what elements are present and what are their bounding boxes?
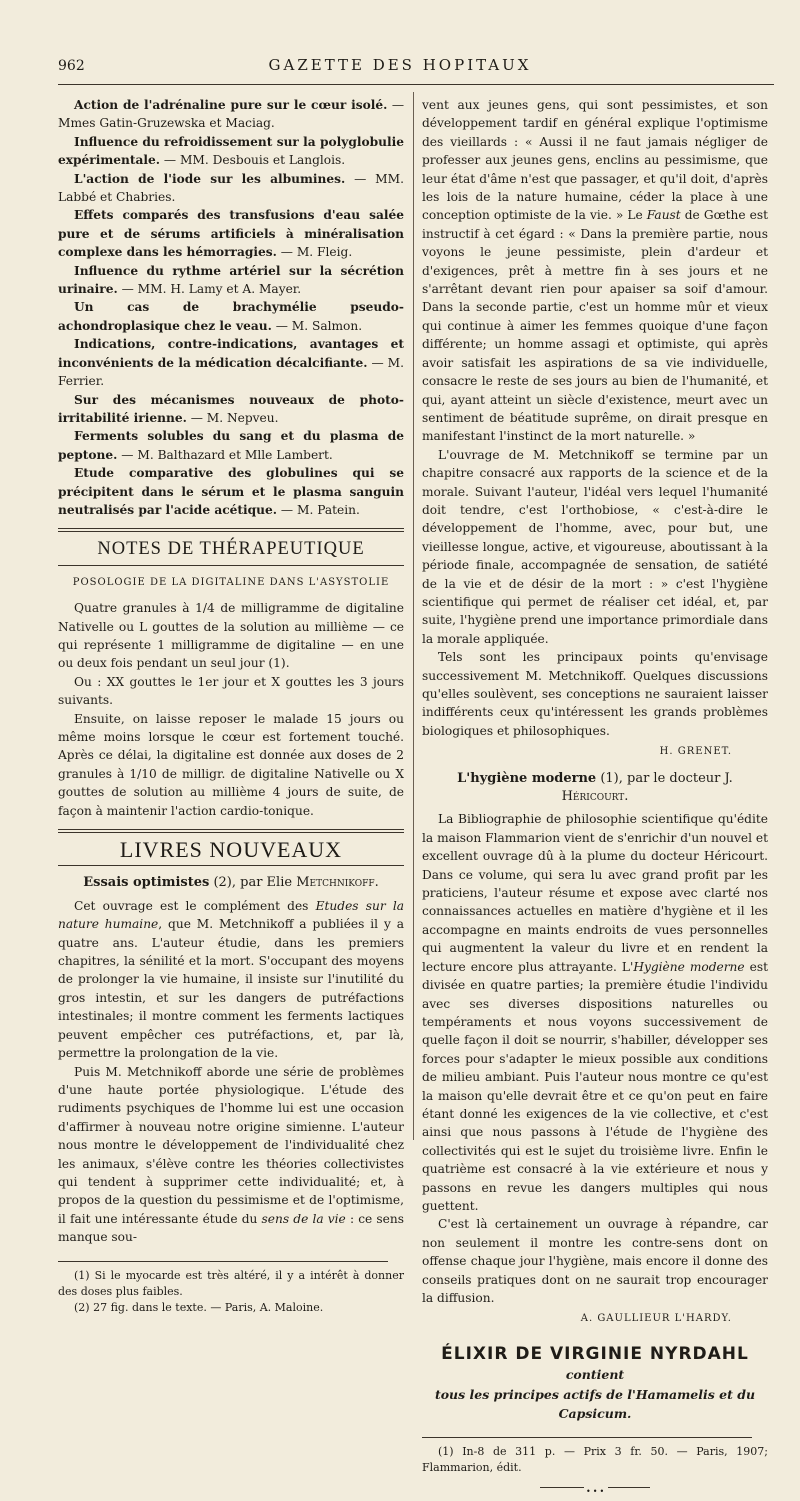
abstract-title: Action de l'adrénaline pure sur le cœur isolé. xyxy=(74,98,388,112)
review-signature: H. GRENET. xyxy=(659,746,732,758)
book-ref: (1), par le docteur J. xyxy=(596,770,733,786)
notes-section-title: NOTES DE THÉRAPEUTIQUE xyxy=(97,539,365,560)
footnote: (2) 27 fig. dans le texte. — Paris, A. Maloine. xyxy=(74,1300,324,1314)
footnote-rule xyxy=(58,1261,388,1262)
footnote: (1) Si le myocarde est très altéré, il y a intérêt à donner des doses plus faibles. xyxy=(58,1268,404,1298)
book-ref: (2), par Elie xyxy=(209,875,297,891)
text-run: vent aux jeunes gens, qui sont pessimistes, et son développement tardif en général explique l'optimisme des vieillards : « Aussi il ne faut jamais négliger de professer aux jeunes gens, enclins au pessimisme, que leur état d'âme n'est que passager, et qu'il doit, d'après les lois de la nature humaine, céder la place à une conception optimiste de la vie. » Le xyxy=(422,98,768,223)
abstract-item xyxy=(58,262,404,299)
abstract-title: Indications, contre-indications, avantages et inconvénients de la médication décalcifiante. xyxy=(58,337,404,370)
italic-title: Hygiène moderne xyxy=(633,959,745,974)
abstract-item xyxy=(58,464,404,519)
books-section-title: LIVRES NOUVEAUX xyxy=(119,837,343,863)
review-paragraph xyxy=(422,810,768,1215)
journal-title: GAZETTE DES HOPITAUX xyxy=(268,56,532,74)
abstract-authors: — M. Patein. xyxy=(280,502,360,517)
abstract-authors: — M. Ferrier. xyxy=(58,355,405,389)
review-paragraph: C'est là certainement un ouvrage à répandre, car non seulement il montre les contre-sens dont on offense chaque jour l'hygiène, mais encore il donne des conseils pratiques dont on ne saurait trop encourager la diffusion. xyxy=(422,1217,768,1305)
ornament-dots: ••• xyxy=(584,1483,608,1501)
book-heading xyxy=(58,874,404,892)
abstract-authors: — Mmes Gatin-Gruzewska et Maciag. xyxy=(58,98,404,131)
left-column xyxy=(58,96,404,1316)
text-run: de Gœthe est instructif à cet égard : « Dans la première partie, nous voyons le jeune pessimiste, plein d'ardeur et d'exigences, prêt à mettre fin à ses jours et ne s'arrêtant devant rien pour apaiser sa soif d'amour. Dans la seconde partie, c'est un homme mûr et vieux qui continue à aimer les femmes quoique d'une façon différente; un homme assagi et optimiste, qui après avoir satisfait les aspirations de sa vie individuelle, consacre le reste de ses jours au bien de l'humanité, et qui, ayant atteint un siècle d'existence, meurt avec un sentiment de béatitude suprême, on dirait presque en manifestant l'instinct de la mort naturelle. » xyxy=(422,208,768,444)
column-divider xyxy=(413,92,414,1140)
abstract-item xyxy=(58,96,404,133)
notes-paragraph: Ou : XX gouttes le 1er jour et X gouttes les 3 jours suivants. xyxy=(58,674,404,708)
ornament-divider xyxy=(540,1486,650,1496)
abstract-title: L'action de l'iode sur les albumines. xyxy=(74,171,346,186)
section-rule xyxy=(58,865,404,866)
abstract-item xyxy=(58,298,404,335)
text-run: est divisée en quatre parties; la première étudie l'individu avec ses diverses dispositions naturelles ou tempéraments et nous voyons successivement de quelle façon il doit se nourrir, s'habiller, développer ses forces pour s'adapter le mieux possible aux conditions de milieu ambiant. Puis l'auteur nous montre ce qu'est la maison qu'elle devrait être et ce qu'on peut en faire étant donné les exigences de la vie collective, et c'est ainsi que nous passons à l'étude de l'hygiène des collectivités qui est le sujet du troisième livre. Enfin le quatrième est consacré à la vie extérieure et nous y passons en revue les dangers multiples qui nous guettent. xyxy=(422,959,768,1213)
text-run: La Bibliographie de philosophie scientifique qu'édite la maison Flammarion vient de s'enrichir d'un nouvel et excellent ouvrage dû à la plume du docteur Héricourt. Dans ce volume, qui sera lu avec grand profit par les praticiens, l'auteur résume et expose avec clarté nos connaissances actuelles en matière d'hygiène et il les accompagne en maints endroits de vues personnelles qui augmentent la valeur du livre et en rendent la lecture encore plus attrayante. L' xyxy=(422,812,768,974)
notes-paragraph: Quatre granules à 1/4 de milligramme de digitaline Nativelle ou L gouttes de la solution au millième — ce qui représente 1 milligramme de digitaline — en une ou deux fois pendant un seul jour (1). xyxy=(58,601,404,671)
ad-product-name: ÉLIXIR DE VIRGINIE NYRDAHL xyxy=(441,1343,749,1364)
ad-contient: contient xyxy=(565,1366,625,1382)
ad-description: tous les principes actifs de l'Hamamelis et du Capsicum. xyxy=(434,1386,756,1421)
notes-paragraph: Ensuite, on laisse reposer le malade 15 jours ou même moins lorsque le cœur est fortement touché. Après ce délai, la digitaline est donnée aux doses de 2 granules à 1/10 de milligr. de digitaline Nativelle ou X gouttes de solution au millième 4 jours de suite, de façon à maintenir l'action cardio-tonique. xyxy=(58,711,404,818)
abstract-authors: — M. Fleig. xyxy=(280,245,353,260)
italic-title: Etudes sur la nature humaine xyxy=(58,898,404,932)
italic-title: Faust xyxy=(646,208,681,223)
text-run: Puis M. Metchnikoff aborde une série de problèmes d'une haute portée physiologique. L'étude des rudiments psychiques de l'homme lui est une occasion d'affirmer à nouveau notre origine simienne. L'auteur nous montre le développement de l'individualité chez les animaux, s'élève contre les théories collectivistes qui tendent à supprimer cette individualité; et, à propos de la question du pessimisme et de l'optimisme, il fait une intéressante étude du xyxy=(58,1064,404,1226)
abstract-item xyxy=(58,170,404,207)
abstract-item xyxy=(58,133,404,170)
footnote: (1) In-8 de 311 p. — Prix 3 fr. 50. — Paris, 1907; Flammarion, édit. xyxy=(422,1444,768,1474)
review-paragraph xyxy=(58,1063,404,1247)
text-run: Cet ouvrage est le complément des xyxy=(74,898,316,913)
abstract-title: Influence du rythme artériel sur la sécrétion urinaire. xyxy=(58,263,404,297)
abstract-title: Effets comparés des transfusions d'eau salée pure et de sérums artificiels à minéralisation complexe dans les hémorragies. xyxy=(58,208,404,260)
book-title: L'hygiène moderne xyxy=(457,770,597,786)
advertisement xyxy=(422,1345,768,1423)
section-rule xyxy=(58,528,404,532)
abstract-item xyxy=(58,335,404,390)
abstract-title: Influence du refroidissement sur la polyglobulie expérimentale. xyxy=(58,134,404,168)
footnote-rule xyxy=(422,1437,752,1438)
abstract-authors: — MM. Desbouis et Langlois. xyxy=(163,153,346,168)
review-paragraph xyxy=(58,897,404,1063)
abstract-item xyxy=(58,427,404,464)
notes-subtitle: POSOLOGIE DE LA DIGITALINE DANS L'ASYSTOLIE xyxy=(72,576,390,588)
abstract-item xyxy=(58,391,404,428)
abstract-title: Ferments solubles du sang et du plasma de peptone. xyxy=(58,429,404,462)
abstract-item xyxy=(58,206,404,261)
abstract-authors: — M. Salmon. xyxy=(275,318,363,333)
header-rule xyxy=(58,84,774,85)
abstract-authors: — M. Balthazard et Mlle Lambert. xyxy=(121,447,333,462)
book-author: Héricourt. xyxy=(561,789,629,805)
abstract-authors: — M. Nepveu. xyxy=(190,410,279,425)
book-title: Essais optimistes xyxy=(83,875,210,891)
review-paragraph: L'ouvrage de M. Metchnikoff se termine par un chapitre consacré aux rapports de la science et de la morale. Suivant l'auteur, l'idéal vers lequel l'humanité doit tendre, c'est l'orthobiose, « c'est-à-dire le développement de l'homme, avec, pour but, une vieillesse longue, active, et vigoureuse, aboutissant à la période finale, accompagnée de sensation, de satiété de la vie et de désir de la mort : » c'est l'hygiène scientifique qui permet de réaliser cet idéal, et, par suite, l'hygiène prend une importance primordiale dans la morale appliquée. xyxy=(422,447,768,646)
book-heading xyxy=(422,770,768,807)
abstract-title: Etude comparative des globulines qui se précipitent dans le sérum et le plasma sanguin neutralisés par l'acide acétique. xyxy=(58,466,404,517)
abstract-authors: — MM. Labbé et Chabries. xyxy=(58,171,404,205)
abstract-authors: — MM. H. Lamy et A. Mayer. xyxy=(121,282,302,297)
right-column xyxy=(422,96,768,1496)
book-author: Metchnikoff. xyxy=(296,875,379,891)
review-paragraph: Tels sont les principaux points qu'envisage successivement M. Metchnikoff. Quelques discussions qu'elles soulèvent, ses conceptions ne sauraient laisser indifférents ceux qu'intéressent les grands problèmes biologiques et philosophiques. xyxy=(422,650,768,738)
review-signature: A. GAULLIEUR L'HARDY. xyxy=(580,1313,732,1325)
abstract-title: Un cas de brachymélie pseudo-achondroplasique chez le veau. xyxy=(58,300,404,333)
abstracts-list xyxy=(58,96,404,519)
section-rule xyxy=(58,829,404,833)
section-rule xyxy=(58,565,404,566)
text-run: , que M. Metchnikoff a publiées il y a quatre ans. L'auteur étudie, dans les premiers chapitres, la sénilité et la mort. S'occupant des moyens de prolonger la vie humaine, il insiste sur l'inutilité du gros intestin, et sur les dangers de putréfactions intestinales; il montre comment les ferments lactiques peuvent empêcher ces putréfactions, et, par là, permettre la prolongation de la vie. xyxy=(58,917,404,1061)
page-number: 962 xyxy=(58,58,85,74)
review-paragraph xyxy=(422,96,768,446)
italic-phrase: sens de la vie xyxy=(261,1211,346,1226)
text-run: : ce sens manque sou- xyxy=(58,1211,404,1245)
abstract-title: Sur des mécanismes nouveaux de photo-irritabilité irienne. xyxy=(58,392,404,425)
